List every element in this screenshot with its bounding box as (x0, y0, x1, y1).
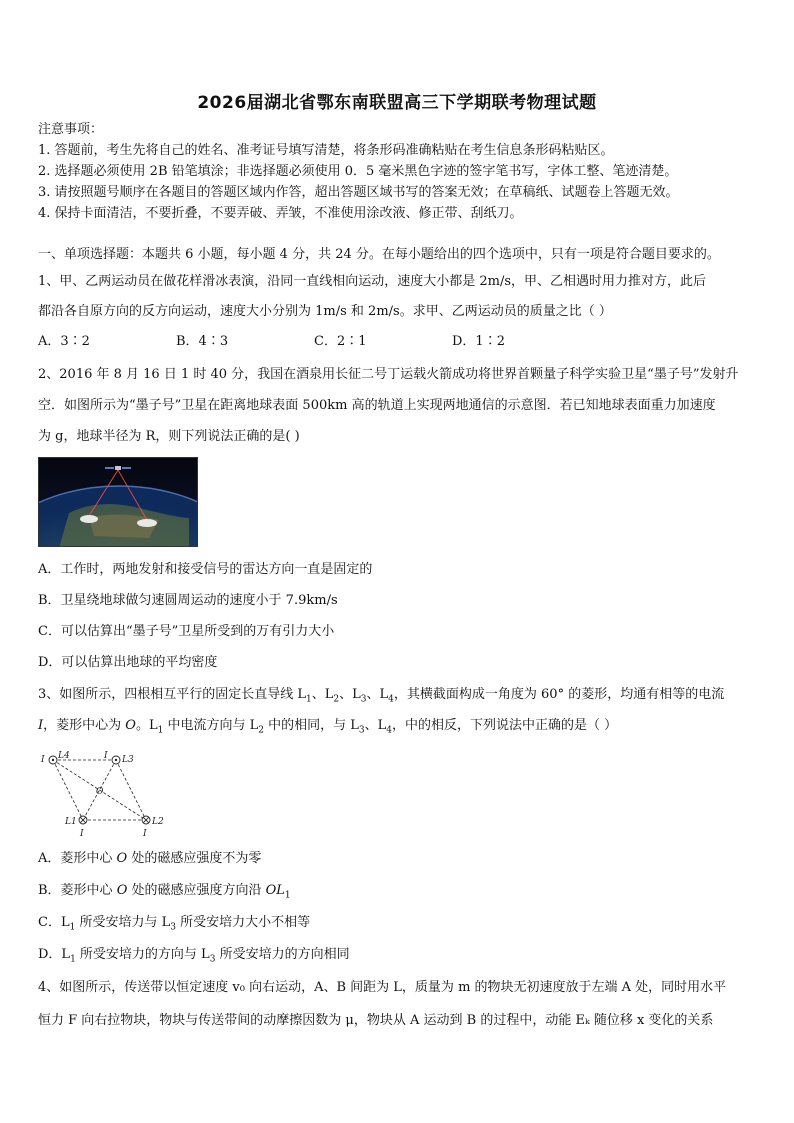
q2-option-b: B．卫星绕地球做匀速圆周运动的速度小于 7.9km/s (38, 593, 338, 608)
notice-item-1: 1. 答题前，考生先将自己的姓名、准考证号填写清楚，将条形码准确粘贴在考生信息条形码粘贴区。 (38, 143, 614, 158)
q3-option-d: D．$L_1$ 所受安培力的方向与 $L_3$ 所受安培力的方向相同 (38, 947, 350, 965)
wire-l2-cross-icon (142, 816, 150, 824)
page-title: 2026届湖北省鄂东南联盟高三下学期联考物理试题 (197, 93, 597, 113)
fig-label-i-l4: I (41, 755, 45, 765)
q1-option-a: A．3∶2 (38, 334, 90, 349)
fig-label-l4: L4 (58, 751, 70, 761)
q1-line-1: 1、甲、乙两运动员在做花样滑冰表演，沿同一直线相向运动，速度大小都是 2m/s，甲、乙相遇时用力推对方，此后 (38, 274, 707, 289)
q4-line-2: 恒力 F 向右拉物块，物块与传送带间的动摩擦因数为 μ，物块从 A 运动到 B 的过程中，动能 Eₖ 随位移 x 变化的关系 (38, 1013, 714, 1028)
wire-l3-dot-icon (112, 756, 120, 764)
wire-l4-dot-icon (49, 756, 57, 764)
q4-line-1: 4、如图所示，传送带以恒定速度 v₀ 向右运动，A、B 间距为 L，质量为 m 的物块无初速度放于左端 A 处，同时用水平 (38, 980, 727, 995)
q2-option-a: A．工作时，两地发射和接受信号的雷达方向一直是固定的 (38, 562, 373, 577)
q2-line-1: 2、2016 年 8 月 16 日 1 时 40 分，我国在酒泉用长征二号丁运载火箭成功将世界首颗量子科学实验卫星“墨子号”发射升 (38, 367, 739, 382)
section-heading: 一、单项选择题：本题共 6 小题，每小题 4 分，共 24 分。在每小题给出的四个选项中，只有一项是符合题目要求的。 (38, 247, 720, 262)
notice-item-3: 3. 请按照题号顺序在各题目的答题区域内作答，超出答题区域书写的答案无效；在草稿纸、试题卷上答题无效。 (38, 185, 679, 200)
q3-option-a: A．菱形中心 O 处的磁感应强度不为零 (38, 851, 262, 866)
q3-line-2: I，菱形中心为 O。$L_1$ 中电流方向与 $L_2$ 中的相同，与 $L_3$、$L_4$，中的相反，下列说法中正确的是（ ） (38, 718, 618, 736)
q1-option-c: C．2∶1 (314, 334, 367, 349)
q2-line-2: 空．如图所示为“墨子号”卫星在距离地球表面 500km 高的轨道上实现两地通信的示意图．若已知地球表面重力加速度 (38, 398, 716, 413)
fig-label-i-l3: I (104, 751, 108, 761)
fig-label-l2: L2 (152, 817, 164, 827)
fig-label-l3: L3 (122, 755, 134, 765)
fig-label-i-l1: I (80, 829, 84, 839)
q2-line-3: 为 g，地球半径为 R，则下列说法正确的是( ) (38, 429, 300, 444)
fig-label-o: O (96, 787, 104, 797)
q3-line-1: 3、如图所示，四根相互平行的固定长直导线 $L_1$、$L_2$、$L_3$、$L_4$，其横截面构成一角度为 60° 的菱形，均通有相等的电流 (38, 687, 725, 705)
notice-heading: 注意事项： (38, 122, 104, 137)
notice-item-4: 4. 保持卡面清洁，不要折叠，不要弄破、弄皱，不准使用涂改液、修正带、刮纸刀。 (38, 206, 523, 221)
rhombus-wires-diagram (38, 748, 178, 840)
notice-item-2: 2. 选择题必须使用 2B 铅笔填涂；非选择题必须使用 0．5 毫米黑色字迹的签字笔书写，字体工整、笔迹清楚。 (38, 164, 678, 179)
satellite-earth-image (38, 457, 198, 547)
q2-option-c: C．可以估算出“墨子号”卫星所受到的万有引力大小 (38, 624, 335, 639)
q3-option-b: B．菱形中心 O 处的磁感应强度方向沿 $OL_1$ (38, 883, 291, 901)
q2-option-d: D．可以估算出地球的平均密度 (38, 655, 218, 670)
fig-label-l1: L1 (65, 817, 77, 827)
satellite-earth-illustration (39, 458, 198, 547)
q1-line-2: 都沿各自原方向的反方向运动，速度大小分别为 1m/s 和 2m/s。求甲、乙两运动员的质量之比（ ） (38, 304, 612, 319)
wire-l1-cross-icon (79, 816, 87, 824)
fig-label-i-l2: I (143, 829, 147, 839)
q3-option-c: C．$L_1$ 所受安培力与 $L_3$ 所受安培力大小不相等 (38, 915, 311, 933)
q1-option-b: B．4∶3 (176, 334, 229, 349)
q1-option-d: D．1∶2 (452, 334, 505, 349)
